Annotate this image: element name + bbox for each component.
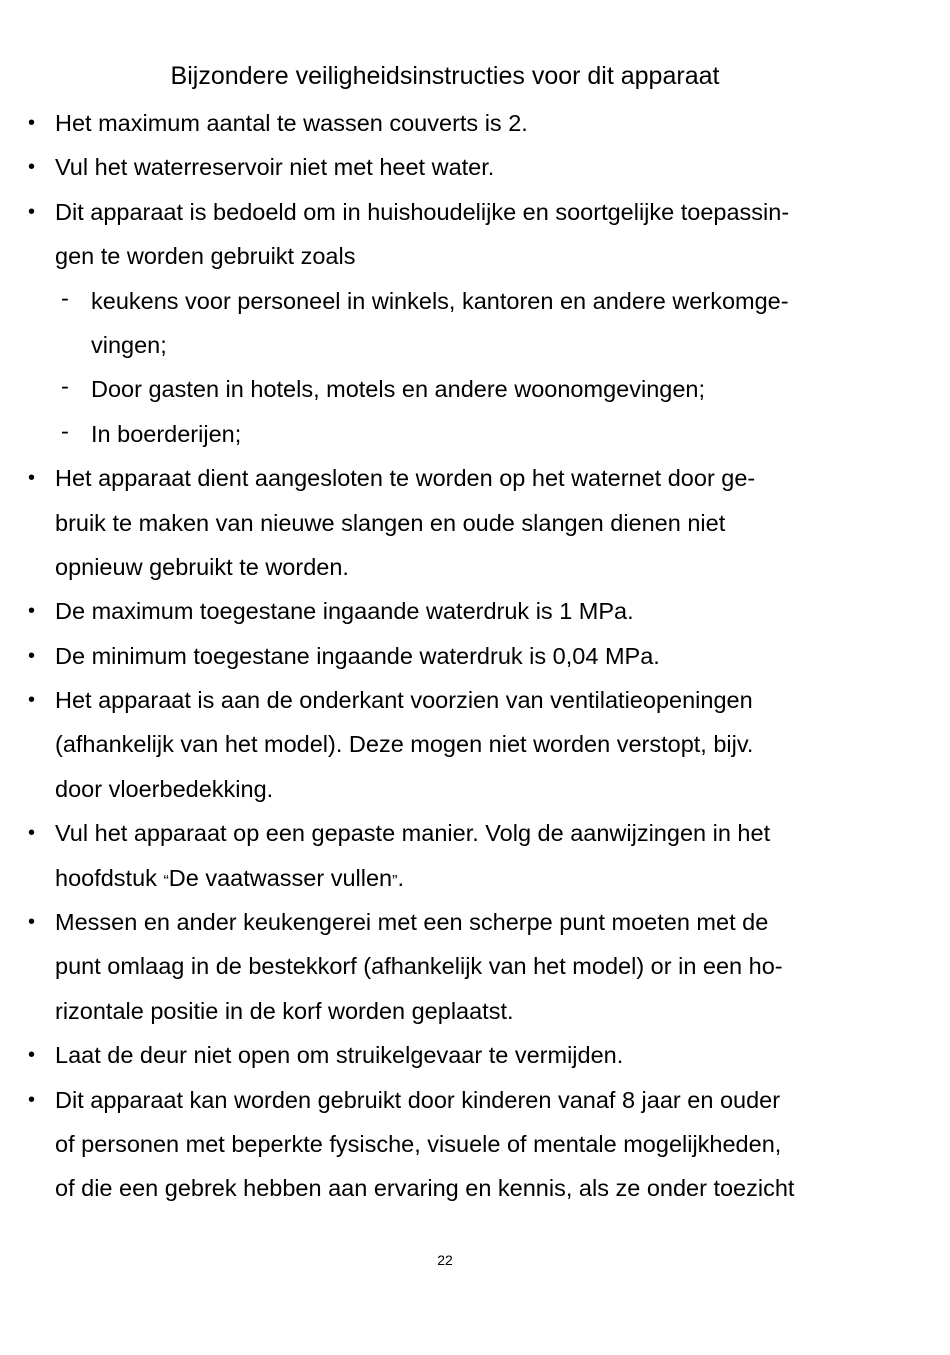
list-item-text [55, 856, 404, 904]
list-item-text: Dit apparaat kan worden gebruikt door kinderen vanaf 8 jaar en ouder [55, 1086, 781, 1113]
list-line [0, 234, 950, 278]
bullet-icon: • [28, 156, 36, 179]
close-quote: ” [392, 872, 398, 890]
list-line [0, 722, 950, 766]
list-line [0, 456, 950, 500]
list-item-text: Het apparaat is aan de onderkant voorzien van ventilatieopeningen [55, 687, 753, 714]
bullet-icon: • [28, 200, 36, 223]
sub-item-text: keukens voor personeel in winkels, kantoren en andere werkomge- [91, 287, 789, 314]
list-line [0, 501, 950, 545]
list-line [0, 1078, 950, 1122]
bullet-icon: • [28, 600, 36, 623]
chapter-reference: De vaatwasser vullen [168, 864, 393, 891]
list-line [0, 412, 950, 456]
list-line [0, 545, 950, 589]
bullet-icon: • [28, 1088, 36, 1111]
bullet-icon: • [28, 644, 36, 667]
bullet-icon: • [28, 467, 36, 490]
list-item-text: of die een gebrek hebben aan ervaring en kennis, als ze onder toezicht [55, 1175, 795, 1202]
list-item-text: punt omlaag in de bestekkorf (afhankelijk van het model) or in een ho- [55, 953, 783, 980]
sub-item-text: Door gasten in hotels, motels en andere woonomgevingen; [91, 376, 705, 403]
list-item-text: De minimum toegestane ingaande waterdruk is 0,04 MPa. [55, 642, 660, 669]
bullet-icon: • [28, 689, 36, 712]
bullet-icon: • [28, 1044, 36, 1067]
dash-icon: - [61, 284, 69, 311]
bullet-icon: • [28, 112, 36, 134]
sub-item-text: vingen; [91, 331, 167, 358]
list-item-text: Dit apparaat is bedoeld om in huishoudelijke en soortgelijke toepassin- [55, 198, 790, 225]
dash-icon: - [61, 373, 69, 400]
list-line [0, 323, 950, 367]
list-line [0, 367, 950, 411]
list-line [0, 190, 950, 234]
list-item-text: Laat de deur niet open om struikelgevaar te vermijden. [55, 1042, 624, 1069]
list-line [0, 634, 950, 678]
list-line [0, 145, 950, 189]
list-line [0, 589, 950, 633]
list-item-text: Vul het waterreservoir niet met heet water. [55, 154, 495, 181]
sentence-end: . [397, 864, 404, 891]
list-item-text: Vul het apparaat op een gepaste manier. Volg de aanwijzingen in het [55, 820, 771, 847]
list-item-text: of personen met beperkte fysische, visuele of mentale mogelijkheden, [55, 1130, 782, 1157]
list-item-text: Het maximum aantal te wassen couverts is 2. [55, 110, 528, 136]
list-item-text: bruik te maken van nieuwe slangen en oude slangen dienen niet [55, 509, 726, 536]
list-item-text: gen te worden gebruikt zoals [55, 243, 356, 270]
list-item-text: rizontale positie in de korf worden geplaatst. [55, 997, 514, 1024]
list-line [0, 856, 950, 900]
list-line [0, 944, 950, 988]
sub-item-text: In boerderijen; [91, 420, 242, 447]
list-line [0, 1122, 950, 1166]
list-item-text: De maximum toegestane ingaande waterdruk is 1 MPa. [55, 598, 634, 625]
list-line [0, 900, 950, 944]
list-item-text: opnieuw gebruikt te worden. [55, 553, 349, 580]
list-line [0, 767, 950, 811]
dash-icon: - [61, 417, 69, 444]
chapter-prefix: hoofdstuk [55, 864, 164, 891]
list-item-text: (afhankelijk van het model). Deze mogen niet worden verstopt, bijv. [55, 731, 754, 758]
page-number: 22 [437, 1252, 453, 1268]
list-line [0, 989, 950, 1033]
open-quote: “ [163, 872, 169, 890]
list-line [0, 1033, 950, 1077]
list-item-text: Messen en ander keukengerei met een scherpe punt moeten met de [55, 909, 769, 936]
list-line [0, 1166, 950, 1210]
list-line [0, 279, 950, 323]
list-item-text: Het apparaat dient aangesloten te worden op het waternet door ge- [55, 465, 756, 492]
list-item-text: door vloerbedekking. [55, 775, 274, 802]
list-line [0, 678, 950, 722]
bullet-icon: • [28, 822, 36, 845]
list-line [0, 811, 950, 855]
list-line [0, 101, 950, 145]
bullet-icon: • [28, 911, 36, 934]
instruction-list [0, 101, 950, 1211]
page-title: Bijzondere veiligheidsinstructies voor dit apparaat [170, 62, 720, 90]
